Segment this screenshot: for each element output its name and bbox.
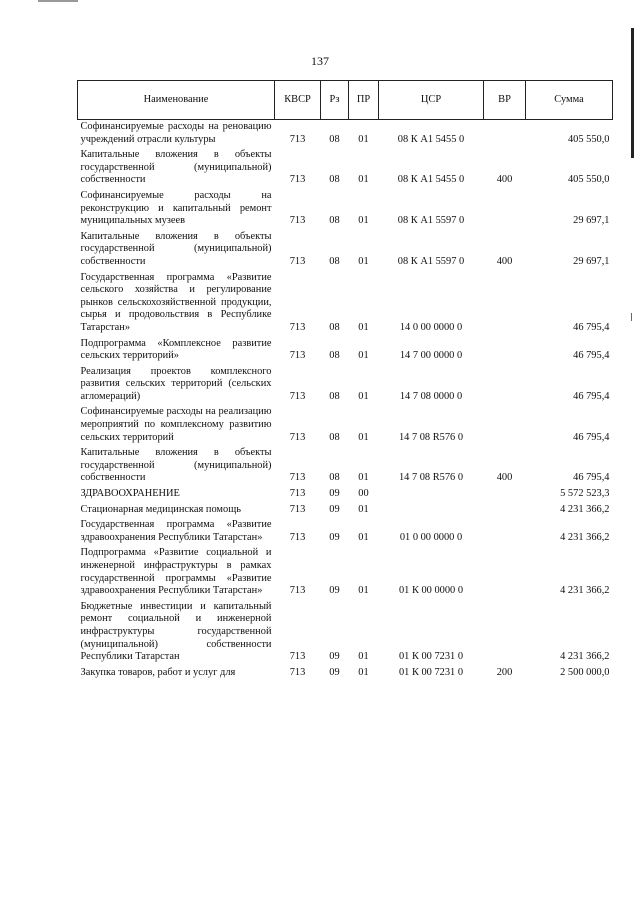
row-amount: 46 795,4 xyxy=(573,321,610,333)
row-rz: 08 xyxy=(329,133,340,145)
row-csr: 01 0 00 0000 0 xyxy=(399,531,463,543)
row-amount: 5 572 523,3 xyxy=(560,488,610,500)
row-name: Софинансируемые расходы на реновацию учреждений отрасли культуры xyxy=(80,121,272,145)
table-row xyxy=(78,666,613,682)
row-amount: 46 795,4 xyxy=(573,431,610,443)
scan-mark xyxy=(38,0,78,5)
row-amount: 46 795,4 xyxy=(573,472,610,484)
row-rz: 09 xyxy=(329,666,340,678)
row-pr: 01 xyxy=(358,255,369,267)
row-vr: 400 xyxy=(496,174,513,186)
table-row xyxy=(78,120,613,149)
row-vr xyxy=(484,189,526,230)
row-rz: 08 xyxy=(329,472,340,484)
row-kvsr: 713 xyxy=(289,431,306,443)
row-kvsr: 713 xyxy=(289,215,306,227)
row-rz: 08 xyxy=(329,350,340,362)
row-csr: 01 К 00 0000 0 xyxy=(398,585,464,597)
row-vr: 400 xyxy=(496,472,513,484)
row-pr: 01 xyxy=(358,431,369,443)
scan-tick xyxy=(631,313,632,321)
row-name: Капитальные вложения в объекты государственной (муниципальной) собственности xyxy=(80,447,272,484)
table-row xyxy=(78,271,613,337)
row-rz: 09 xyxy=(329,531,340,543)
row-kvsr: 713 xyxy=(289,133,306,145)
row-pr: 00 xyxy=(358,488,369,500)
row-rz: 08 xyxy=(329,255,340,267)
table-header-row xyxy=(78,81,613,120)
scan-edge xyxy=(631,28,634,158)
row-kvsr: 713 xyxy=(289,255,306,267)
row-pr: 01 xyxy=(358,666,369,678)
row-csr: 14 0 00 0000 0 xyxy=(399,321,463,333)
row-rz: 08 xyxy=(329,431,340,443)
table-row xyxy=(78,518,613,546)
row-amount: 405 550,0 xyxy=(567,133,610,145)
row-csr: 01 К 00 7231 0 xyxy=(398,651,464,663)
row-vr: 400 xyxy=(496,255,513,267)
table-row xyxy=(78,230,613,271)
row-csr: 08 К А1 5455 0 xyxy=(397,133,465,145)
row-amount: 29 697,1 xyxy=(573,215,610,227)
row-name: Государственная программа «Развитие сельского хозяйства и регулирование рынков сельскохозяйственной продукции, сырья и продовольствия в Республике Татарстан» xyxy=(80,271,272,333)
row-rz: 08 xyxy=(329,390,340,402)
row-name: Капитальные вложения в объекты государственной (муниципальной) собственности xyxy=(80,230,272,267)
row-amount: 4 231 366,2 xyxy=(560,651,610,663)
row-amount: 4 231 366,2 xyxy=(560,585,610,597)
row-name: Государственная программа «Развитие здравоохранения Республики Татарстан» xyxy=(80,519,272,543)
row-kvsr: 713 xyxy=(289,651,306,663)
row-csr: 14 7 08 R576 0 xyxy=(398,431,464,443)
row-pr: 01 xyxy=(358,585,369,597)
row-vr xyxy=(484,271,526,337)
row-csr: 08 К А1 5597 0 xyxy=(397,255,465,267)
row-kvsr: 713 xyxy=(289,321,306,333)
row-amount: 405 550,0 xyxy=(567,174,610,186)
row-name: Софинансируемые расходы на реализацию мероприятий по комплексному развитию сельских территорий xyxy=(80,406,272,443)
row-csr: 08 К А1 5455 0 xyxy=(397,174,465,186)
table-row xyxy=(78,546,613,599)
row-csr xyxy=(379,487,484,503)
row-pr: 01 xyxy=(358,472,369,484)
row-name: Бюджетные инвестиции и капитальный ремонт социальной и инженерной инфраструктуры государственной (муниципальной) собственности Республики Татарстан xyxy=(80,600,272,663)
row-amount: 46 795,4 xyxy=(573,390,610,402)
row-kvsr: 713 xyxy=(289,488,306,500)
budget-table xyxy=(77,80,613,681)
row-vr xyxy=(484,405,526,446)
col-header-amount: Сумма xyxy=(526,81,613,120)
row-pr: 01 xyxy=(358,350,369,362)
row-vr xyxy=(484,337,526,365)
row-csr: 14 7 00 0000 0 xyxy=(399,350,463,362)
row-kvsr: 713 xyxy=(289,666,306,678)
table-row xyxy=(78,503,613,519)
row-pr: 01 xyxy=(358,503,369,515)
row-pr: 01 xyxy=(358,651,369,663)
row-kvsr: 713 xyxy=(289,585,306,597)
row-kvsr: 713 xyxy=(289,390,306,402)
table-row xyxy=(78,600,613,666)
row-name: Подпрограмма «Развитие социальной и инженерной инфраструктуры в рамках государственной программы «Развитие здравоохранения Республики Татарстан» xyxy=(80,547,272,597)
row-kvsr: 713 xyxy=(289,531,306,543)
row-pr: 01 xyxy=(358,531,369,543)
row-vr xyxy=(484,503,526,519)
row-amount: 46 795,4 xyxy=(573,350,610,362)
row-name: Софинансируемые расходы на реконструкцию и капитальный ремонт муниципальных музеев xyxy=(80,189,272,227)
col-header-rz: Рз xyxy=(321,81,349,120)
row-amount: 29 697,1 xyxy=(573,255,610,267)
row-amount: 4 231 366,2 xyxy=(560,531,610,543)
row-rz: 08 xyxy=(329,174,340,186)
table-row xyxy=(78,365,613,406)
row-rz: 09 xyxy=(329,651,340,663)
row-rz: 08 xyxy=(329,215,340,227)
row-name: Реализация проектов комплексного развития сельских территорий (сельских агломераций) xyxy=(80,365,272,402)
row-vr xyxy=(484,487,526,503)
row-csr: 08 К А1 5597 0 xyxy=(397,215,465,227)
row-vr: 200 xyxy=(496,666,513,678)
row-pr: 01 xyxy=(358,133,369,145)
row-vr xyxy=(484,518,526,546)
row-kvsr: 713 xyxy=(289,174,306,186)
row-kvsr: 713 xyxy=(289,503,306,515)
row-pr: 01 xyxy=(358,321,369,333)
row-name: ЗДРАВООХРАНЕНИЕ xyxy=(80,488,180,500)
col-header-csr: ЦСР xyxy=(379,81,484,120)
table-row xyxy=(78,189,613,230)
col-header-name: Наименование xyxy=(78,81,275,120)
table-row xyxy=(78,337,613,365)
row-csr: 14 7 08 R576 0 xyxy=(398,472,464,484)
col-header-kvsr: КВСР xyxy=(275,81,321,120)
row-name: Стационарная медицинская помощь xyxy=(80,503,241,515)
table-row xyxy=(78,405,613,446)
row-pr: 01 xyxy=(358,174,369,186)
row-name: Капитальные вложения в объекты государственной (муниципальной) собственности xyxy=(80,149,272,186)
row-vr xyxy=(484,546,526,599)
row-csr: 01 К 00 7231 0 xyxy=(398,666,464,678)
row-vr xyxy=(484,600,526,666)
row-rz: 08 xyxy=(329,321,340,333)
row-pr: 01 xyxy=(358,390,369,402)
row-pr: 01 xyxy=(358,215,369,227)
page-number: 137 xyxy=(311,54,329,68)
row-vr xyxy=(484,120,526,149)
row-kvsr: 713 xyxy=(289,472,306,484)
table-row xyxy=(78,446,613,487)
row-rz: 09 xyxy=(329,503,340,515)
col-header-vr: ВР xyxy=(484,81,526,120)
row-csr: 14 7 08 0000 0 xyxy=(399,390,463,402)
row-name: Закупка товаров, работ и услуг для xyxy=(80,666,236,678)
row-vr xyxy=(484,365,526,406)
row-rz: 09 xyxy=(329,585,340,597)
row-amount: 2 500 000,0 xyxy=(560,666,610,678)
row-rz: 09 xyxy=(329,488,340,500)
row-amount: 4 231 366,2 xyxy=(560,503,610,515)
table-row xyxy=(78,487,613,503)
row-csr xyxy=(379,503,484,519)
row-name: Подпрограмма «Комплексное развитие сельских территорий» xyxy=(80,337,272,362)
col-header-pr: ПР xyxy=(349,81,379,120)
table-row xyxy=(78,148,613,189)
row-kvsr: 713 xyxy=(289,350,306,362)
